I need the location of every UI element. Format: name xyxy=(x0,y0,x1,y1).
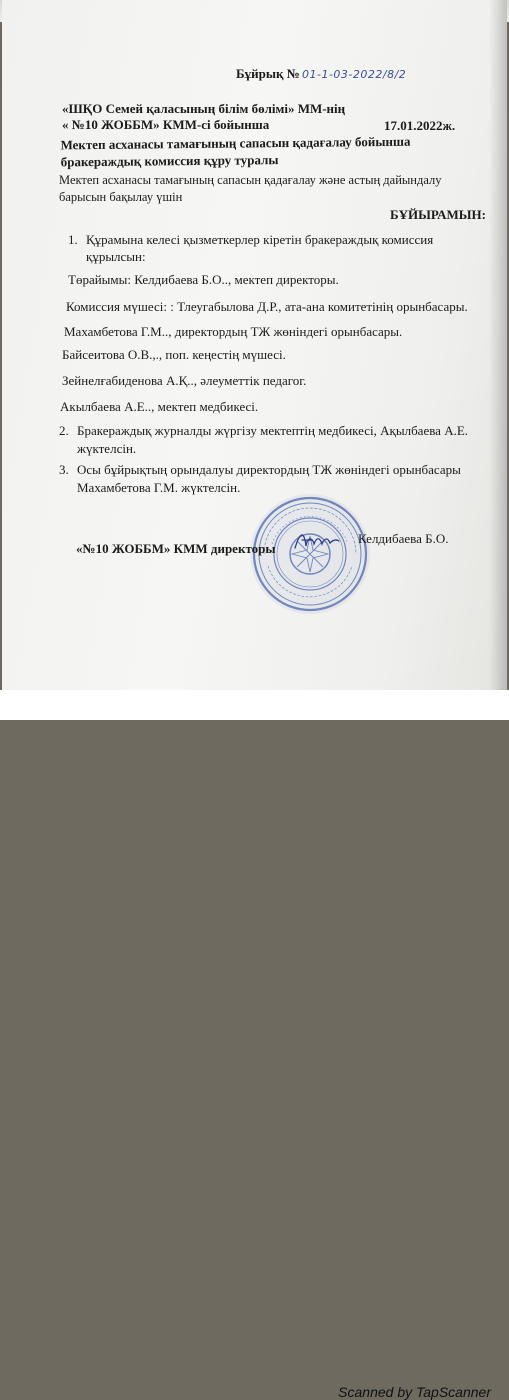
item-1-line-1: Құрамына келесі қызметкерлер кіретін бракераждық комиссия xyxy=(86,232,434,247)
order-word: БҰЙЫРАМЫН: xyxy=(390,207,487,222)
subject-line-1: Мектеп асханасы тамағының сапасын қадағалау бойынша xyxy=(60,133,411,153)
member-nurse: Акылбаева А.Е.., мектеп медбикесі. xyxy=(60,399,259,414)
purpose-line-1: Мектеп асханасы тамағының сапасын қадағалау және астың дайындалу xyxy=(59,173,442,187)
subject-line-2: бракераждық комиссия құру туралы xyxy=(60,152,279,170)
director-position: «№10 ЖОББМ» КММ директоры xyxy=(76,541,276,556)
item-1-line-2: құрылсын: xyxy=(86,249,146,264)
member-council: Байсеитова О.В.,., поп. кеңестің мүшесі. xyxy=(62,347,286,362)
paper-right-shadow xyxy=(489,0,507,690)
director-name: Келдибаева Б.О. xyxy=(358,531,449,546)
member-social-pedagogue: Зейнелғабиденова А.Қ.., әлеуметтік педагог. xyxy=(62,373,307,388)
document-page xyxy=(2,0,507,690)
order-date: 17.01.2022ж. xyxy=(384,118,456,133)
item-3-line-2: Махамбетова Г.М. жүктелсін. xyxy=(77,480,241,495)
item-2-line-1: Бракераждық журналды жүргізу мектептің медбикесі, Ақылбаева А.Е. xyxy=(77,423,469,438)
order-label: Бұйрық № xyxy=(236,66,300,81)
item-2-number: 2. xyxy=(59,423,69,438)
item-3-number: 3. xyxy=(59,462,69,477)
member-committee: Комиссия мүшесі: : Тлеугабылова Д.Р., ата-ана комитетінің орынбасары. xyxy=(66,299,468,314)
order-number-handwritten: 01-1-03-2022/8/2 xyxy=(302,68,407,81)
item-3-line-1: Осы бұйрықтың орындалуы директордың ТЖ жөніндегі орынбасары xyxy=(77,462,461,477)
org-line-1: «ШҚО Семей қаласының білім бөлімі» ММ-нің xyxy=(62,101,346,116)
handwritten-signature xyxy=(292,526,342,556)
item-1-number: 1. xyxy=(68,232,78,247)
scanner-label: Scanned by TapScanner xyxy=(338,1384,491,1400)
item-2-line-2: жүктелсін. xyxy=(77,441,137,456)
member-deputy: Махамбетова Г.М.., директордың ТЖ жөніндегі орынбасары. xyxy=(64,324,403,339)
member-chair: Төрайымы: Келдибаева Б.О.., мектеп директоры. xyxy=(68,272,339,287)
scanner-footer xyxy=(0,690,509,1400)
purpose-line-2: барысын бақылау үшін xyxy=(59,190,183,204)
org-line-2: « №10 ЖОББМ» КММ-сі бойынша xyxy=(62,117,270,132)
